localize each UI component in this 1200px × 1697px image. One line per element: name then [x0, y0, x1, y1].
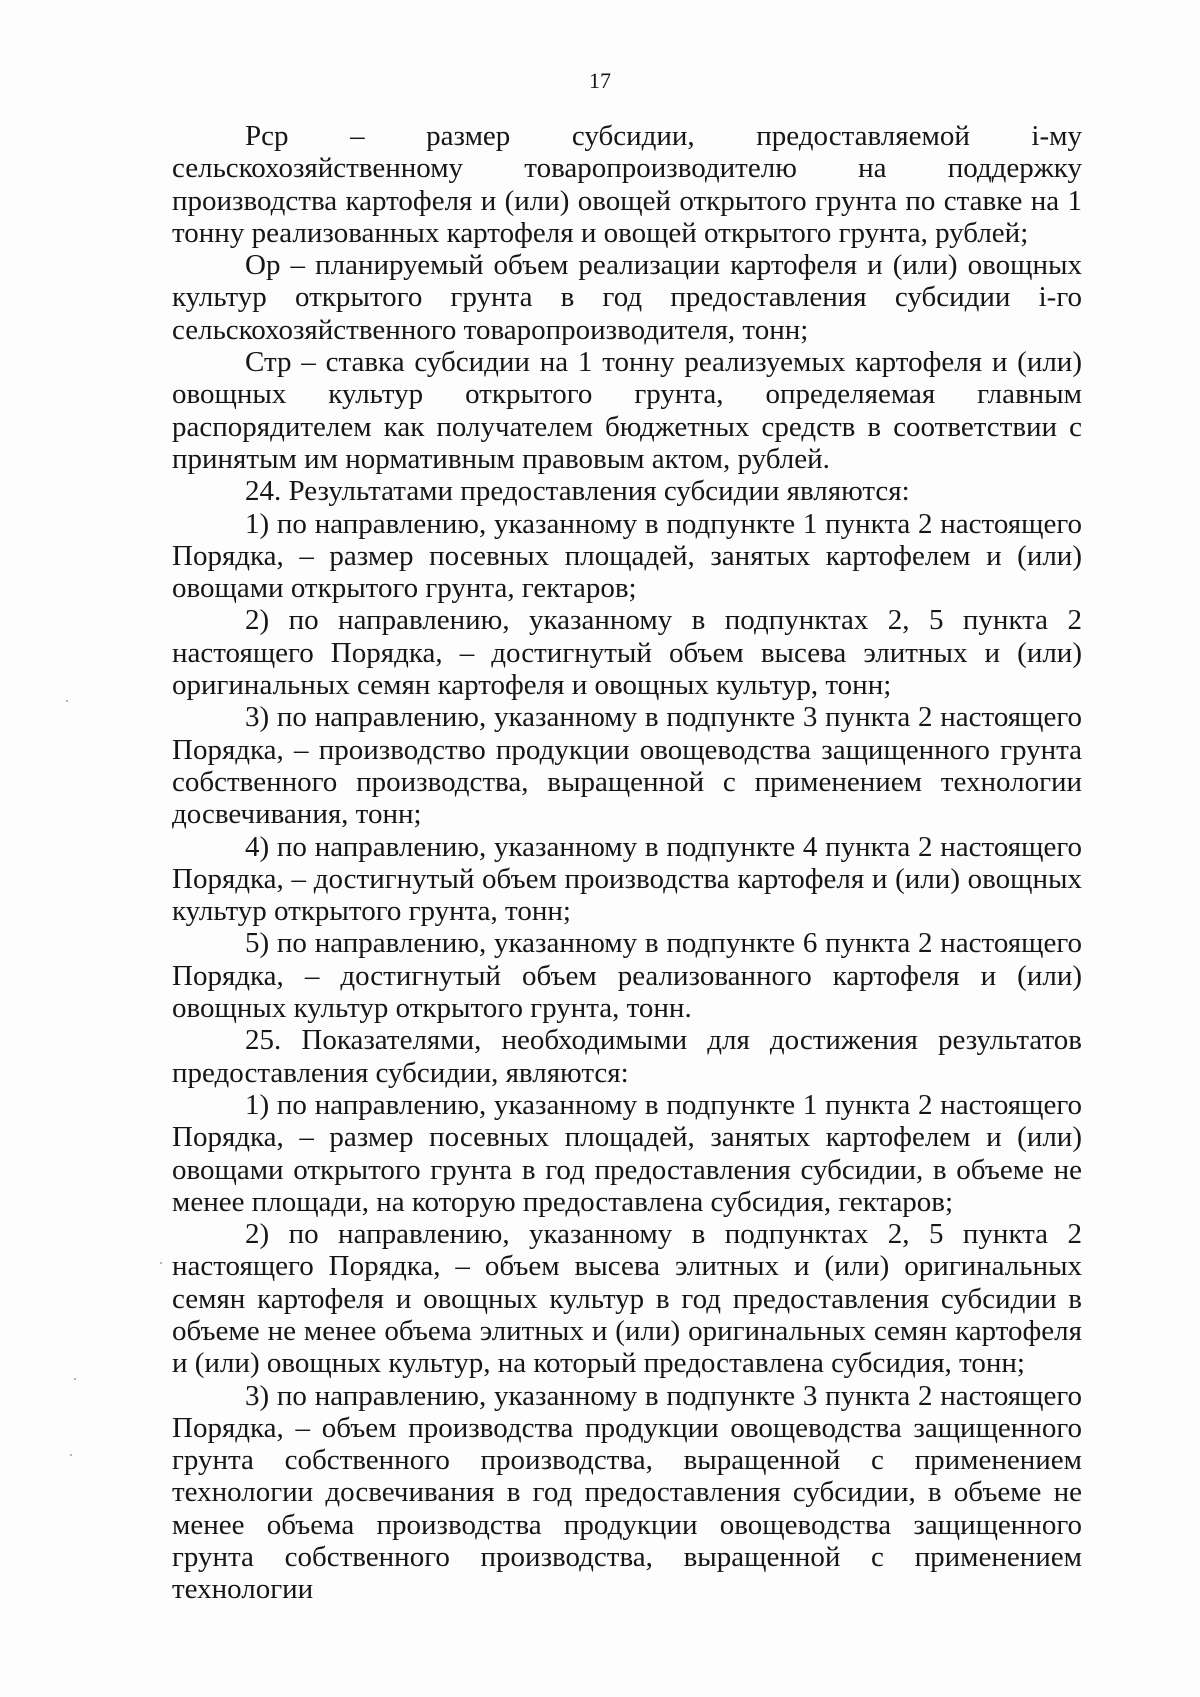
paragraph-or-definition: Ор – планируемый объем реализации картофеля и (или) овощных культур открытого грунта в год предоставления субсидии i-го сельскохозяйственного товаропроизводителя, тонн; [172, 249, 1082, 346]
paragraph-section-25-heading: 25. Показателями, необходимыми для достижения результатов предоставления субсидии, являются: [172, 1024, 1082, 1089]
paragraph-rsr-definition: Рср – размер субсидии, предоставляемой i-му сельскохозяйственному товаропроизводителю на поддержку производства картофеля и (или) овощей открытого грунта по ставке на 1 тонну реализованных картофеля и овощей открытого грунта, рублей; [172, 120, 1082, 249]
scan-speck [66, 700, 68, 702]
page-number: 17 [589, 68, 611, 93]
paragraph-24-item-2: 2) по направлению, указанному в подпунктах 2, 5 пункта 2 настоящего Порядка, – достигнутый объем высева элитных и (или) оригинальных семян картофеля и овощных культур, тонн; [172, 604, 1082, 702]
scan-speck [160, 1262, 162, 1264]
paragraph-24-item-1: 1) по направлению, указанному в подпункте 1 пункта 2 настоящего Порядка, – размер посевных площадей, занятых картофелем и (или) овощами открытого грунта, гектаров; [172, 507, 1082, 605]
paragraph-25-item-3: 3) по направлению, указанному в подпункте 3 пункта 2 настоящего Порядка, – объем производства продукции овощеводства защищенного грунта собственного производства, выращенной с применением технологии досвечивания в год предоставления субсидии, в объеме не менее объема производства продукции овощеводства защищенного грунта собственного производства, выращенной с применением технологии [172, 1379, 1082, 1606]
scan-speck [70, 1454, 72, 1456]
paragraph-section-24-heading: 24. Результатами предоставления субсидии являются: [245, 475, 910, 508]
paragraph-25-item-2: 2) по направлению, указанному в подпунктах 2, 5 пункта 2 настоящего Порядка, – объем высева элитных и (или) оригинальных семян картофеля и овощных культур в год предоставления субсидии в объеме не менее объема элитных и (или) оригинальных семян картофеля и (или) овощных культур, на который предоставлена субсидия, тонн; [172, 1218, 1082, 1380]
paragraph-str-definition: Стр – ставка субсидии на 1 тонну реализуемых картофеля и (или) овощных культур открытого грунта, определяемая главным распорядителем как получателем бюджетных средств в соответствии с принятым им нормативным правовым актом, рублей. [172, 346, 1082, 475]
document-body [172, 120, 1082, 1606]
paragraph-24-item-4: 4) по направлению, указанному в подпункте 4 пункта 2 настоящего Порядка, – достигнутый объем производства картофеля и (или) овощных культур открытого грунта, тонн; [172, 830, 1082, 928]
paragraph-24-item-5: 5) по направлению, указанному в подпункте 6 пункта 2 настоящего Порядка, – достигнутый объем реализованного картофеля и (или) овощных культур открытого грунта, тонн. [172, 927, 1082, 1025]
scan-speck [74, 1378, 76, 1380]
paragraph-24-item-3: 3) по направлению, указанному в подпункте 3 пункта 2 настоящего Порядка, – производство продукции овощеводства защищенного грунта собственного производства, выращенной с применением технологии досвечивания, тонн; [172, 701, 1082, 831]
paragraph-25-item-1: 1) по направлению, указанному в подпункте 1 пункта 2 настоящего Порядка, – размер посевных площадей, занятых картофелем и (или) овощами открытого грунта в год предоставления субсидии, в объеме не менее площади, на которую предоставлена субсидия, гектаров; [172, 1088, 1082, 1218]
